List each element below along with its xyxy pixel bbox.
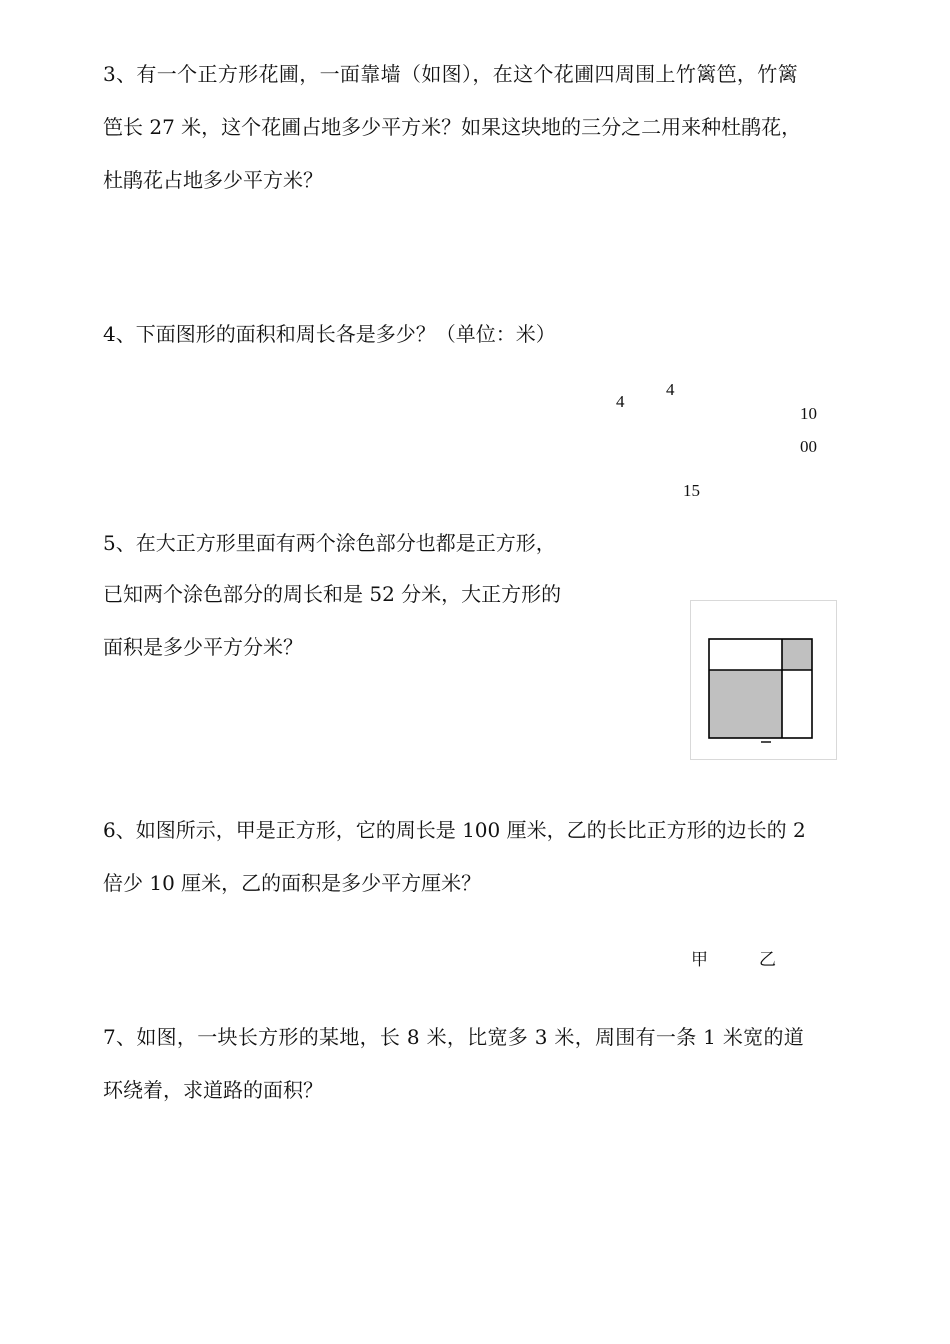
q4-label-00: 00 [800, 437, 817, 456]
q6-label-yi: 乙 [759, 950, 776, 970]
q3-line-3: 杜鹃花占地多少平方米？ [103, 168, 323, 192]
q4-label-15: 15 [683, 481, 700, 500]
q5-squares-diagram [691, 601, 838, 761]
q6-label-jia: 甲 [691, 950, 708, 970]
small-shaded-square [782, 639, 812, 670]
q4-line-1: 4、下面图形的面积和周长各是多少？（单位：米） [103, 322, 556, 346]
large-shaded-square [709, 670, 782, 738]
q7-line-1: 7、如图，一块长方形的某地，长 8 米，比宽多 3 米，周围有一条 1 米宽的道 [103, 1025, 805, 1049]
q3-line-2: 笆长 27 米，这个花圃占地多少平方米？如果这块地的三分之二用来种杜鹃花， [103, 115, 802, 139]
q5-line-1: 5、在大正方形里面有两个涂色部分也都是正方形， [103, 531, 556, 555]
q3-line-1: 3、有一个正方形花圃，一面靠墙（如图），在这个花圃四周围上竹篱笆，竹篱 [103, 62, 798, 86]
q6-line-1: 6、如图所示，甲是正方形，它的周长是 100 厘米，乙的长比正方形的边长的 2 [103, 818, 806, 842]
q5-line-2: 已知两个涂色部分的周长和是 52 分米，大正方形的 [103, 582, 562, 606]
q5-line-3: 面积是多少平方分米？ [103, 635, 303, 659]
q4-label-10: 10 [800, 404, 817, 423]
q7-line-2: 环绕着，求道路的面积？ [103, 1078, 323, 1102]
q4-label-4-top: 4 [666, 380, 675, 399]
q6-line-2: 倍少 10 厘米，乙的面积是多少平方厘米？ [103, 871, 482, 895]
q4-label-4-left: 4 [616, 392, 625, 411]
q5-figure [690, 600, 837, 760]
